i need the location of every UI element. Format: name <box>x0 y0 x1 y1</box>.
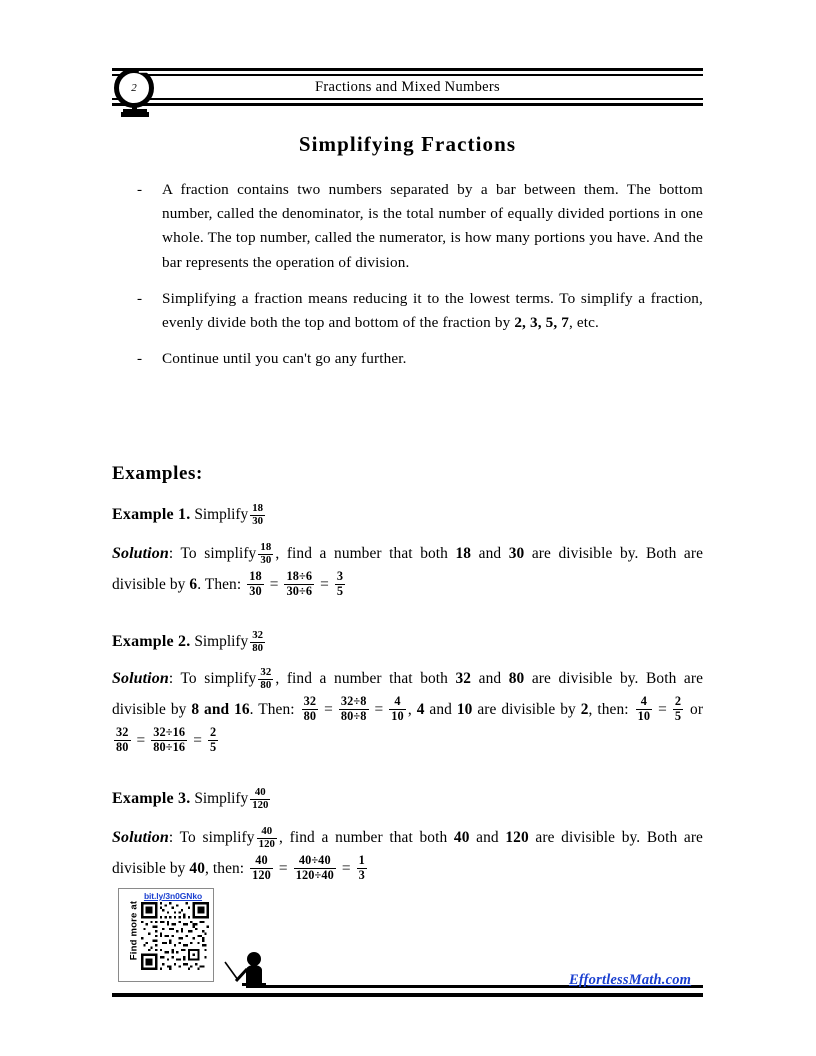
example-3-fraction <box>250 787 270 811</box>
fraction-numerator: 40 <box>261 824 273 837</box>
equation-middle-fraction <box>284 570 314 598</box>
solution-t2: , find a number that both <box>275 545 448 562</box>
solution-t7: and <box>429 701 452 718</box>
example-1-prompt <box>112 500 703 530</box>
qr-short-link[interactable]: bit.ly/3n0GNko <box>143 891 203 901</box>
header-rule-bottom-thick <box>112 103 703 106</box>
fraction-denominator: 80÷16 <box>153 739 186 754</box>
fraction-numerator: 18 <box>249 569 262 584</box>
solution-t1: : To simplify <box>168 829 255 846</box>
fraction-denominator: 30 <box>249 583 262 598</box>
fraction-numerator: 40 <box>255 853 268 868</box>
equation-right-fraction <box>335 570 345 598</box>
bullet-text: A fraction contains two numbers separated by a bar between them. The bottom number, called the denominator, is the total number of equally divided portions in one whole. The top number, called the numerator, is how many portions you have. And the bar represents the operation of division. <box>162 181 703 271</box>
example-2-label: Example 2. <box>112 633 191 650</box>
fraction-numerator: 4 <box>640 694 647 709</box>
fraction-denominator: 80 <box>252 641 263 654</box>
solution-divisor: 6 <box>189 576 198 593</box>
solution-value-a: 32 <box>455 670 472 687</box>
equation2-left-fraction <box>636 695 653 723</box>
equation3-right-fraction <box>208 726 218 754</box>
fraction-denominator: 120 <box>258 837 276 850</box>
fraction-denominator: 5 <box>674 708 682 723</box>
qr-promo-card[interactable] <box>118 888 214 982</box>
footer-website-link[interactable]: EffortlessMath.com <box>569 972 692 988</box>
solution-t5: , then: <box>205 860 245 877</box>
solution-t1: : To simplify <box>168 545 257 562</box>
equation-left-fraction <box>247 570 264 598</box>
fraction-denominator: 5 <box>209 739 217 754</box>
example-1 <box>112 500 703 530</box>
list-item <box>112 178 703 275</box>
fraction-denominator: 5 <box>336 583 344 598</box>
solution-t3: and <box>478 545 502 562</box>
header-rule-top-thick <box>112 68 703 71</box>
example-3-solution-text <box>112 822 703 884</box>
equation3-left-fraction <box>114 726 131 754</box>
solution-t1: : To simplify <box>168 670 257 687</box>
qr-code-icon[interactable] <box>141 902 209 970</box>
fraction-numerator: 18 <box>252 501 263 514</box>
bullet-marker: - <box>137 289 143 307</box>
example-2-solution-text <box>112 663 703 756</box>
fraction-denominator: 120 <box>252 867 271 882</box>
solution-label: Solution <box>112 829 169 846</box>
fraction-numerator: 2 <box>674 694 682 709</box>
solution-t3: and <box>478 670 502 687</box>
equals-sign: = <box>136 732 146 749</box>
solution-or: or <box>690 701 704 718</box>
example-1-solution-text <box>112 538 703 600</box>
example-3 <box>112 784 703 814</box>
equals-sign: = <box>193 732 202 749</box>
fraction-denominator: 30÷6 <box>286 583 313 598</box>
bullet-text-before: Simplifying a fraction means reducing it to the lowest terms. To simplify a fraction, evenly divide both the top and bottom of the fraction by <box>162 289 703 332</box>
list-item <box>112 347 703 371</box>
solution-divisor: 8 and 16 <box>191 701 250 718</box>
fraction-denominator: 80 <box>303 708 317 723</box>
running-head: Fractions and Mixed Numbers <box>315 79 500 95</box>
solution-value-b: 30 <box>508 545 525 562</box>
equation-middle-fraction <box>339 695 369 723</box>
header-rule-bottom-thin <box>112 98 703 100</box>
solution-t4: are divisible by. Both are divisible by <box>112 545 703 593</box>
example-3-solution <box>112 822 703 884</box>
equation-right-fraction <box>389 695 406 723</box>
list-item <box>112 287 703 335</box>
fraction-denominator: 120 <box>252 798 269 811</box>
fraction-denominator: 80÷8 <box>340 708 367 723</box>
solution-t6: , <box>407 701 412 718</box>
equals-sign: = <box>374 701 384 718</box>
equals-sign: = <box>269 576 279 593</box>
fraction-denominator: 80 <box>260 678 272 691</box>
equals-sign: = <box>341 860 351 877</box>
equation-middle-fraction <box>294 854 336 882</box>
fraction-numerator: 18÷6 <box>286 569 313 584</box>
example-1-label: Example 1. <box>112 506 191 523</box>
equation3-middle-fraction <box>151 726 187 754</box>
bullet-text-after: , etc. <box>568 314 599 332</box>
header-rule-top-thin <box>112 74 703 76</box>
solution-label: Solution <box>112 670 169 687</box>
solution-divisor-2: 2 <box>580 701 589 718</box>
solution-value-c: 4 <box>416 701 425 718</box>
fraction-numerator: 1 <box>358 853 365 868</box>
page-title: Simplifying Fractions <box>298 132 517 156</box>
solution-t3: and <box>476 829 499 846</box>
solution-value-b: 80 <box>508 670 525 687</box>
page-number: 2 <box>131 82 137 94</box>
example-2-prompt <box>112 627 703 657</box>
fraction-numerator: 18 <box>260 540 272 553</box>
solution-fraction <box>258 542 273 566</box>
fraction-denominator: 10 <box>637 708 651 723</box>
solution-t4: are divisible by. Both are divisible by <box>112 829 703 877</box>
fraction-numerator: 4 <box>394 694 401 709</box>
equation-left-fraction <box>250 854 273 882</box>
example-2-solution <box>112 663 703 756</box>
equals-sign: = <box>320 576 329 593</box>
example-2 <box>112 627 703 657</box>
globe-base <box>121 112 149 117</box>
fraction-denominator: 10 <box>391 708 404 723</box>
solution-value-d: 10 <box>456 701 473 718</box>
equals-sign: = <box>324 701 333 718</box>
fraction-numerator: 32÷8 <box>340 694 367 709</box>
fraction-numerator: 2 <box>209 725 217 740</box>
solution-label: Solution <box>112 545 169 562</box>
example-1-instruction: Simplify <box>194 506 249 523</box>
fraction-denominator: 80 <box>116 739 129 754</box>
equals-sign: = <box>658 701 667 718</box>
solution-t9: , then: <box>588 701 629 718</box>
qr-caption: Find more at <box>128 900 140 961</box>
examples-heading: Examples: <box>112 463 203 484</box>
bullet-text: Continue until you can't go any further. <box>162 350 407 368</box>
fraction-numerator: 32 <box>303 694 317 709</box>
solution-t5: . Then: <box>197 576 242 593</box>
footer-rule <box>112 993 703 997</box>
example-3-label: Example 3. <box>112 790 191 807</box>
bullet-marker: - <box>137 350 143 368</box>
solution-fraction <box>257 826 277 850</box>
fraction-numerator: 32 <box>260 665 272 678</box>
solution-t4: are divisible by. Both are divisible by <box>112 670 703 718</box>
solution-value-b: 120 <box>505 829 529 846</box>
example-2-fraction <box>250 630 265 654</box>
solution-t2: , find a number that both <box>279 829 448 846</box>
fraction-denominator: 120÷40 <box>295 867 334 882</box>
fraction-numerator: 3 <box>336 569 344 584</box>
fraction-numerator: 32 <box>116 725 129 740</box>
equation2-right-fraction <box>673 695 683 723</box>
bullet-divisors: 2, 3, 5, 7 <box>514 314 569 332</box>
example-1-fraction <box>250 503 265 527</box>
solution-value-a: 40 <box>453 829 470 846</box>
fraction-numerator: 32÷16 <box>153 725 186 740</box>
equals-sign: = <box>278 860 288 877</box>
solution-t8: are divisible by <box>477 701 576 718</box>
equation-left-fraction <box>302 695 319 723</box>
intro-bullet-list <box>112 178 703 383</box>
bullet-marker: - <box>137 181 143 198</box>
page-header <box>112 68 703 118</box>
fraction-denominator: 30 <box>252 514 263 527</box>
solution-t2: , find a number that both <box>275 670 448 687</box>
fraction-numerator: 32 <box>252 628 263 641</box>
equation-right-fraction <box>357 854 367 882</box>
solution-fraction <box>258 667 273 691</box>
solution-t5: . Then: <box>249 701 295 718</box>
fraction-numerator: 40 <box>254 785 266 798</box>
example-3-instruction: Simplify <box>194 790 249 807</box>
fraction-denominator: 30 <box>260 553 272 566</box>
example-3-prompt <box>112 784 703 814</box>
globe-icon <box>109 66 165 122</box>
example-1-solution <box>112 538 703 600</box>
example-2-instruction: Simplify <box>194 633 249 650</box>
fraction-denominator: 3 <box>358 867 365 882</box>
solution-value-a: 18 <box>455 545 472 562</box>
fraction-numerator: 40÷40 <box>298 853 331 868</box>
solution-divisor: 40 <box>189 860 205 877</box>
